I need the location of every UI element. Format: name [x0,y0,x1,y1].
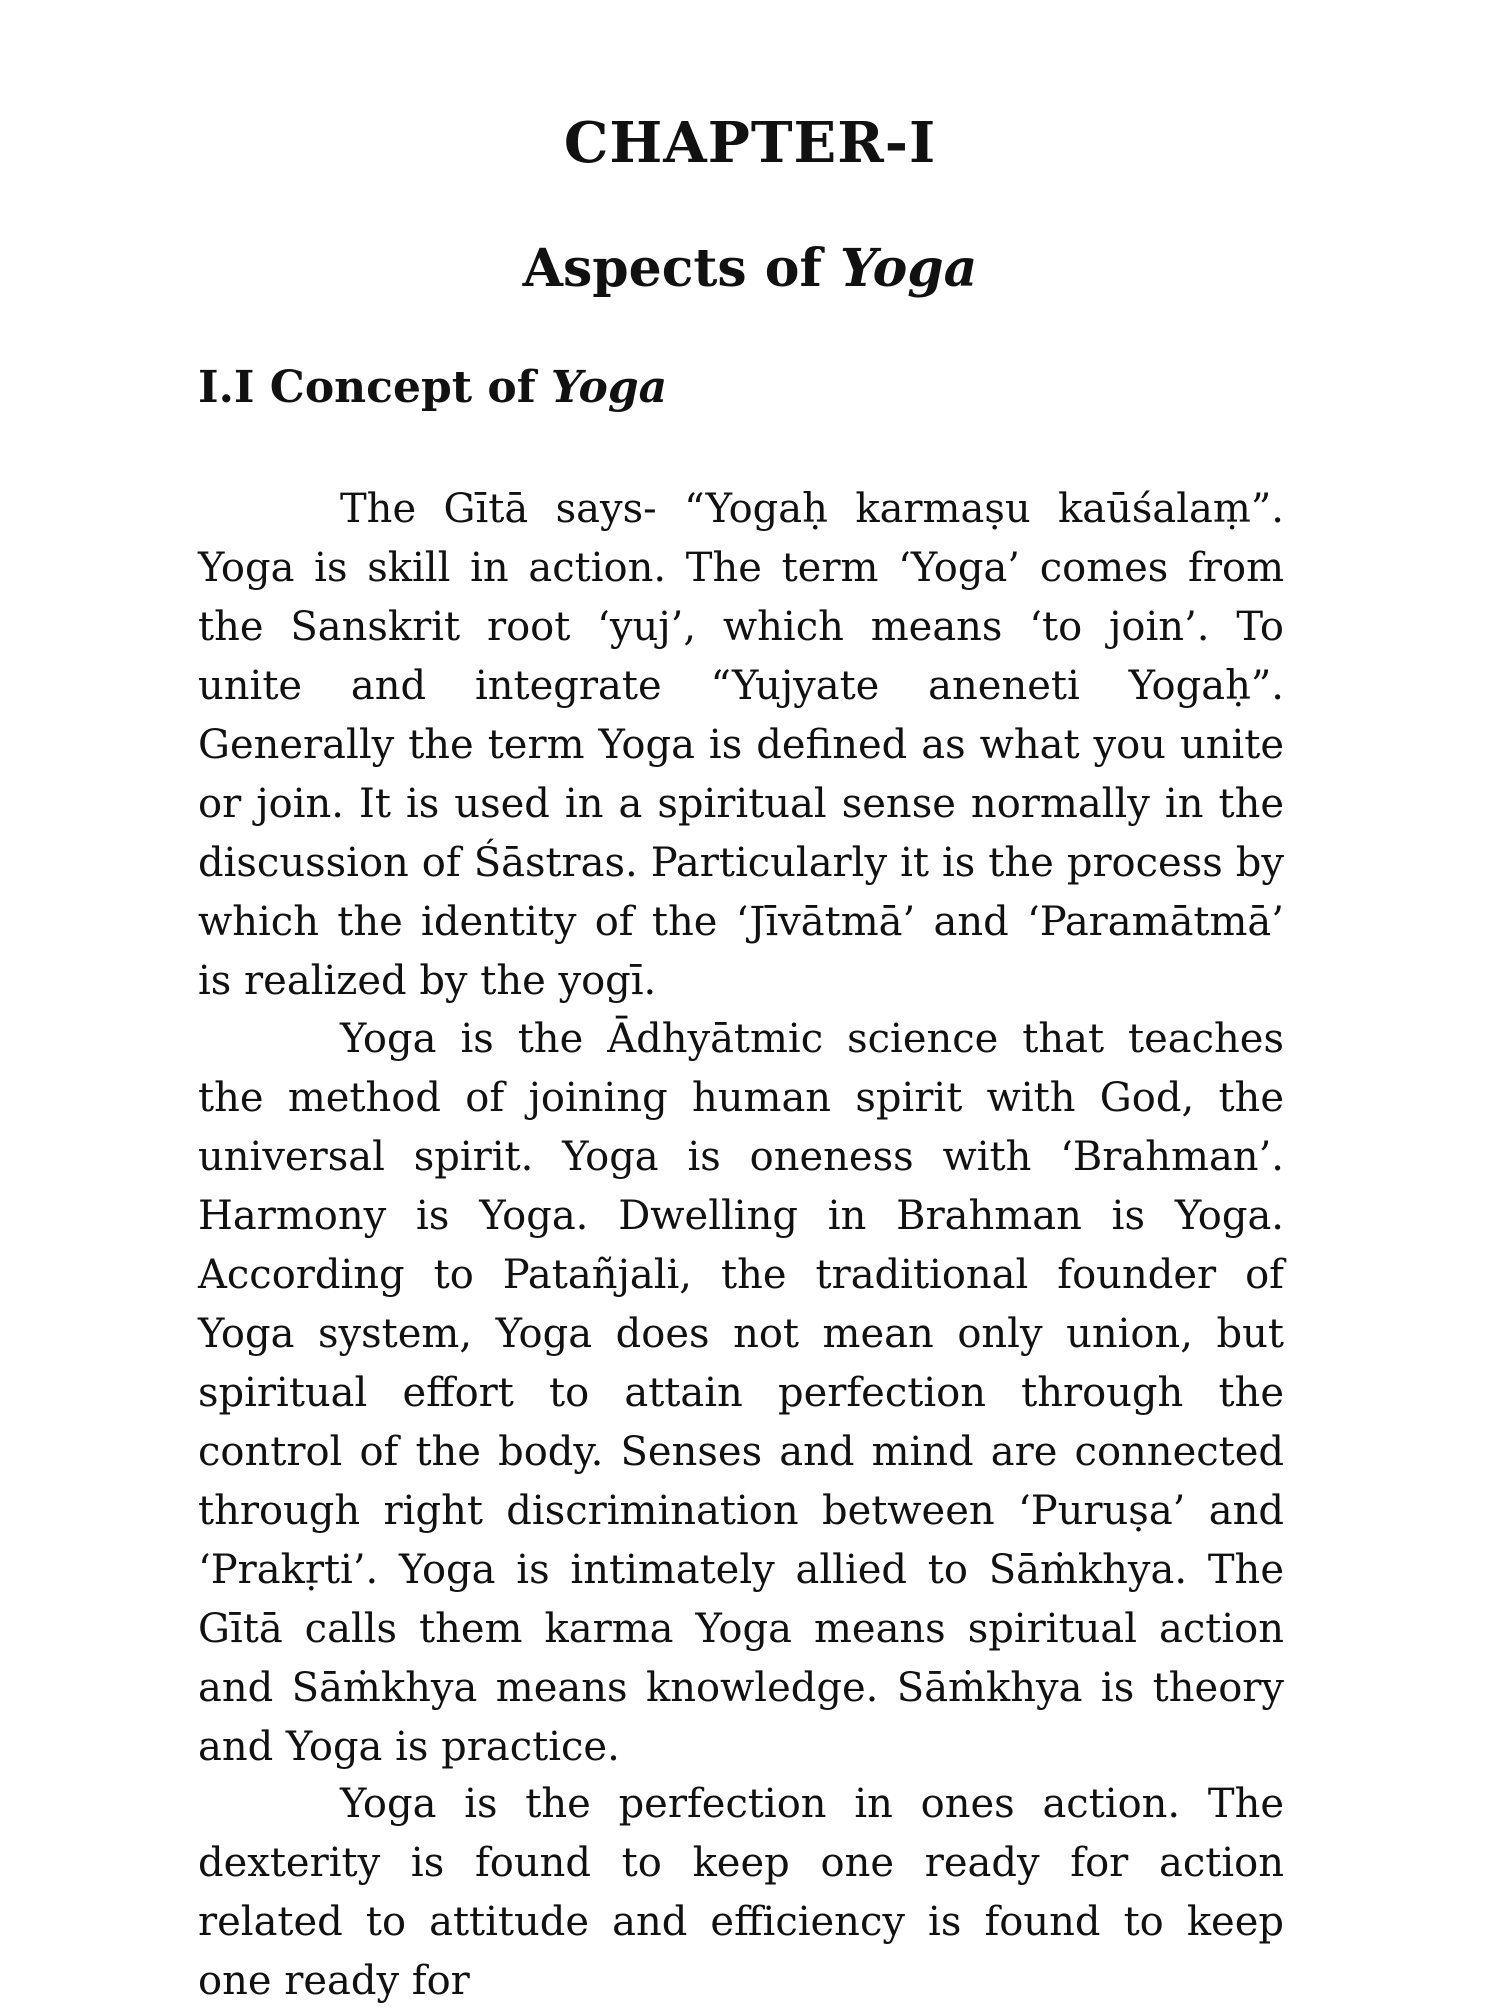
paragraph-2 [198,1010,1284,1777]
paragraph-3 [198,1775,1284,2011]
section-heading [198,362,667,413]
chapter-title [0,238,1500,299]
section-heading-plain: I.I Concept of [198,362,536,413]
chapter-label: CHAPTER-I [563,110,937,176]
section-heading-italic: Yoga [550,362,668,413]
paragraph-1 [198,480,1284,1011]
chapter-title-plain: Aspects of [522,238,822,299]
paragraph-1-text: The Gītā says- “Yogaḥ karmaṣu kaūśalaṃ”. Yoga is skill in action. The term ‘Yoga’ comes from the Sanskrit root ‘yuj’, which means ‘to join’. To unite and integrate “Yujyate aneneti Yogaḥ”. Generally the term Yoga is defined as what you unite or join. It is used in a spiritual sense normally in the discussion of Śāstras. Particularly it is the process by which the identity of the ‘Jīvātmā’ and ‘Paramātmā’ is realized by the yogī. [198,486,1284,1004]
paragraph-2-text: Yoga is the Ādhyātmic science that teaches the method of joining human spirit with God, the universal spirit. Yoga is oneness with ‘Brahman’. Harmony is Yoga. Dwelling in Brahman is Yoga. According to Patañjali, the traditional founder of Yoga system, Yoga does not mean only union, but spiritual effort to attain perfection through the control of the body. Senses and mind are connected through right discrimination between ‘Puruṣa’ and ‘Prakṛti’. Yoga is intimately allied to Sāṁkhya. The Gītā calls them karma Yoga means spiritual action and Sāṁkhya means knowledge. Sāṁkhya is theory and Yoga is practice. [198,1016,1284,1770]
paragraph-3-text: Yoga is the perfection in ones action. The dexterity is found to keep one ready for action related to attitude and efficiency is found to keep one ready for [198,1781,1284,2004]
chapter-title-italic: Yoga [839,238,978,299]
